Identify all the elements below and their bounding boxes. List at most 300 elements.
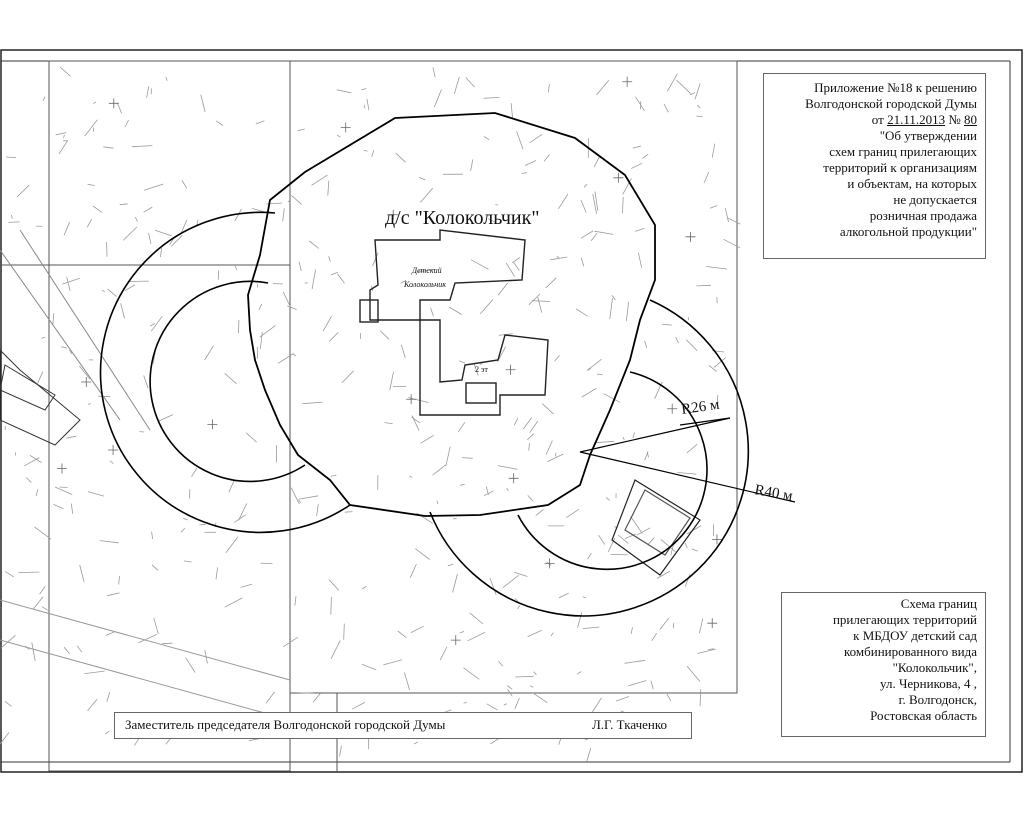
texture-stroke bbox=[225, 373, 237, 383]
texture-stroke bbox=[686, 340, 697, 351]
texture-stroke bbox=[700, 689, 701, 706]
texture-stroke bbox=[5, 701, 12, 706]
texture-stroke bbox=[229, 480, 235, 492]
texture-stroke bbox=[338, 274, 345, 283]
texture-stroke bbox=[651, 681, 653, 690]
texture-stroke bbox=[446, 447, 450, 466]
texture-stroke bbox=[380, 331, 389, 339]
texture-stroke bbox=[587, 748, 591, 761]
texture-stroke bbox=[638, 253, 641, 268]
texture-stroke bbox=[538, 297, 542, 313]
texture-stroke bbox=[518, 606, 520, 609]
approval-line-4: "Об утверждении bbox=[879, 128, 977, 143]
texture-stroke bbox=[401, 345, 405, 358]
approval-line-10: алкогольной продукции" bbox=[839, 224, 977, 239]
texture-stroke bbox=[606, 497, 610, 500]
radius-40-label: R40 м bbox=[753, 482, 794, 505]
radius-26-label: R26 м bbox=[680, 396, 721, 418]
texture-stroke bbox=[53, 313, 54, 325]
approval-number: 80 bbox=[964, 112, 977, 127]
texture-stroke bbox=[453, 518, 457, 519]
texture-stroke bbox=[241, 584, 252, 587]
texture-stroke bbox=[64, 135, 65, 138]
texture-stroke bbox=[93, 206, 102, 212]
texture-stroke bbox=[577, 672, 581, 675]
texture-stroke bbox=[523, 417, 532, 429]
texture-stroke bbox=[108, 289, 117, 297]
texture-stroke bbox=[88, 404, 91, 405]
texture-stroke bbox=[364, 105, 365, 109]
texture-stroke bbox=[93, 102, 96, 104]
texture-stroke bbox=[404, 673, 409, 691]
texture-stroke bbox=[66, 436, 76, 438]
texture-stroke bbox=[532, 692, 547, 702]
texture-stroke bbox=[102, 290, 105, 292]
scheme-line-8: Ростовская область bbox=[870, 708, 977, 723]
texture-stroke bbox=[464, 668, 480, 680]
texture-stroke bbox=[364, 150, 368, 151]
texture-stroke bbox=[635, 97, 644, 111]
texture-stroke bbox=[33, 597, 43, 609]
texture-stroke bbox=[415, 549, 429, 560]
texture-stroke bbox=[628, 681, 646, 686]
texture-stroke bbox=[283, 637, 298, 647]
texture-stroke bbox=[706, 267, 727, 270]
texture-stroke bbox=[530, 134, 542, 143]
texture-stroke bbox=[530, 686, 533, 688]
texture-stroke bbox=[225, 598, 243, 607]
texture-stroke bbox=[583, 597, 586, 598]
texture-stroke bbox=[85, 671, 105, 674]
texture-stroke bbox=[458, 422, 465, 432]
signature-name: Л.Г. Ткаченко bbox=[591, 717, 667, 732]
texture-cross bbox=[545, 558, 555, 568]
texture-stroke bbox=[687, 444, 697, 453]
texture-stroke bbox=[514, 572, 527, 576]
texture-stroke bbox=[125, 120, 129, 127]
texture-stroke bbox=[470, 613, 483, 624]
texture-stroke bbox=[548, 84, 549, 92]
texture-cross bbox=[667, 404, 677, 414]
approval-box bbox=[763, 73, 986, 259]
texture-stroke bbox=[484, 491, 493, 496]
texture-stroke bbox=[645, 341, 647, 348]
texture-stroke bbox=[205, 346, 214, 360]
texture-stroke bbox=[487, 704, 498, 710]
texture-stroke bbox=[189, 489, 190, 498]
texture-stroke bbox=[186, 658, 196, 673]
texture-stroke bbox=[183, 518, 187, 520]
texture-stroke bbox=[468, 632, 485, 641]
texture-stroke bbox=[513, 262, 519, 271]
texture-stroke bbox=[555, 356, 560, 362]
texture-stroke bbox=[80, 565, 84, 582]
texture-stroke bbox=[260, 332, 262, 349]
texture-stroke bbox=[536, 510, 544, 516]
texture-stroke bbox=[302, 402, 322, 404]
texture-stroke bbox=[610, 298, 613, 319]
texture-stroke bbox=[155, 230, 172, 236]
texture-stroke bbox=[42, 607, 48, 611]
left-parcels bbox=[0, 230, 290, 720]
texture-stroke bbox=[64, 222, 70, 235]
texture-stroke bbox=[152, 565, 158, 571]
texture-stroke bbox=[100, 541, 119, 543]
texture-stroke bbox=[594, 231, 613, 234]
texture-stroke bbox=[331, 475, 336, 476]
texture-stroke bbox=[398, 631, 407, 638]
texture-stroke bbox=[132, 146, 153, 147]
texture-stroke bbox=[566, 509, 579, 517]
texture-stroke bbox=[43, 97, 45, 101]
texture-stroke bbox=[515, 698, 520, 709]
texture-stroke bbox=[440, 647, 447, 660]
texture-stroke bbox=[331, 272, 338, 275]
texture-stroke bbox=[88, 699, 98, 711]
texture-stroke bbox=[344, 624, 345, 640]
texture-stroke bbox=[462, 458, 473, 459]
texture-stroke bbox=[625, 660, 646, 663]
texture-stroke bbox=[530, 421, 538, 433]
texture-stroke bbox=[633, 146, 641, 148]
texture-stroke bbox=[544, 154, 550, 161]
texture-stroke bbox=[453, 574, 458, 593]
texture-stroke bbox=[287, 306, 296, 310]
map-sheets bbox=[0, 61, 737, 771]
texture-stroke bbox=[420, 188, 433, 202]
texture-stroke bbox=[216, 567, 218, 579]
texture-stroke bbox=[582, 388, 597, 397]
texture-stroke bbox=[546, 278, 556, 288]
texture-stroke bbox=[266, 692, 275, 703]
texture-stroke bbox=[362, 664, 376, 670]
texture-cross bbox=[613, 173, 623, 183]
texture-stroke bbox=[144, 184, 163, 190]
building-label-2: Колокольчик bbox=[404, 280, 447, 289]
signature-box bbox=[114, 712, 692, 739]
texture-stroke bbox=[166, 77, 167, 81]
texture-stroke bbox=[98, 396, 110, 397]
texture-cross bbox=[108, 445, 118, 455]
texture-stroke bbox=[239, 503, 247, 520]
texture-stroke bbox=[597, 374, 603, 375]
texture-stroke bbox=[421, 435, 434, 443]
texture-stroke bbox=[511, 103, 512, 118]
texture-stroke bbox=[150, 324, 155, 327]
texture-stroke bbox=[557, 256, 559, 258]
texture-stroke bbox=[390, 372, 394, 390]
texture-stroke bbox=[144, 376, 148, 389]
texture-stroke bbox=[558, 194, 568, 209]
texture-stroke bbox=[171, 235, 182, 246]
texture-stroke bbox=[184, 561, 192, 562]
texture-stroke bbox=[329, 332, 338, 341]
texture-stroke bbox=[515, 676, 533, 677]
texture-stroke bbox=[460, 631, 464, 633]
texture-stroke bbox=[5, 571, 14, 577]
texture-stroke bbox=[611, 554, 628, 555]
texture-stroke bbox=[596, 80, 608, 95]
texture-stroke bbox=[309, 241, 318, 248]
texture-cross bbox=[207, 419, 217, 429]
texture-stroke bbox=[80, 366, 91, 379]
texture-stroke bbox=[299, 496, 318, 499]
texture-stroke bbox=[727, 218, 740, 224]
texture-stroke bbox=[466, 77, 475, 87]
texture-cross bbox=[57, 464, 67, 474]
texture-stroke bbox=[459, 361, 465, 363]
scheme-title-box bbox=[781, 592, 986, 737]
texture-stroke bbox=[642, 154, 648, 158]
texture-stroke bbox=[234, 515, 245, 523]
texture-stroke bbox=[312, 175, 328, 186]
texture-stroke bbox=[6, 157, 16, 158]
texture-stroke bbox=[433, 67, 435, 77]
texture-stroke bbox=[158, 415, 173, 422]
texture-stroke bbox=[699, 619, 702, 634]
texture-stroke bbox=[616, 697, 629, 702]
scheme-line-2: прилегающих территорий bbox=[832, 612, 977, 627]
texture-stroke bbox=[529, 443, 530, 450]
texture-stroke bbox=[631, 516, 643, 533]
texture-stroke bbox=[256, 121, 265, 124]
texture-stroke bbox=[555, 453, 556, 457]
texture-stroke bbox=[542, 404, 553, 414]
texture-stroke bbox=[135, 217, 137, 222]
texture-cross bbox=[341, 122, 351, 132]
texture-stroke bbox=[506, 263, 514, 277]
texture-stroke bbox=[652, 633, 657, 641]
texture-stroke bbox=[352, 702, 365, 709]
texture-stroke bbox=[490, 578, 496, 595]
texture-stroke bbox=[464, 702, 467, 703]
texture-stroke bbox=[695, 83, 700, 99]
texture-stroke bbox=[633, 432, 635, 438]
texture-stroke bbox=[433, 465, 446, 475]
texture-stroke bbox=[26, 478, 31, 483]
texture-stroke bbox=[532, 301, 550, 302]
texture-stroke bbox=[85, 120, 98, 136]
approval-line-9: розничная продажа bbox=[869, 208, 977, 223]
texture-stroke bbox=[383, 660, 402, 665]
approval-line-5: схем границ прилегающих bbox=[829, 144, 977, 159]
texture-stroke bbox=[40, 586, 46, 594]
texture-stroke bbox=[107, 692, 110, 702]
scheme-line-6: ул. Черникова, 4 , bbox=[880, 676, 977, 691]
texture-stroke bbox=[551, 633, 553, 636]
scheme-line-7: г. Волгодонск, bbox=[898, 692, 977, 707]
texture-stroke bbox=[666, 693, 671, 701]
texture-stroke bbox=[454, 77, 459, 94]
texture-stroke bbox=[337, 90, 352, 93]
number-prefix: № bbox=[945, 112, 964, 127]
texture-stroke bbox=[431, 308, 434, 316]
texture-stroke bbox=[594, 157, 600, 167]
texture-stroke bbox=[525, 161, 536, 166]
texture-stroke bbox=[246, 433, 257, 442]
texture-stroke bbox=[87, 219, 92, 227]
texture-stroke bbox=[54, 504, 64, 508]
texture-stroke bbox=[60, 67, 71, 76]
lower-right-building bbox=[612, 480, 700, 575]
texture-stroke bbox=[37, 372, 43, 384]
texture-stroke bbox=[599, 535, 605, 544]
texture-stroke bbox=[278, 354, 293, 363]
texture-stroke bbox=[648, 538, 655, 545]
texture-stroke bbox=[594, 441, 614, 443]
texture-stroke bbox=[677, 473, 696, 475]
texture-stroke bbox=[329, 256, 331, 261]
texture-stroke bbox=[676, 337, 679, 343]
texture-cross bbox=[622, 77, 632, 87]
texture-stroke bbox=[201, 95, 205, 112]
texture-stroke bbox=[77, 646, 82, 652]
texture-stroke bbox=[56, 133, 66, 135]
texture-cross bbox=[406, 394, 416, 404]
texture-stroke bbox=[419, 177, 425, 180]
texture-stroke bbox=[712, 144, 715, 158]
texture-stroke bbox=[471, 260, 489, 270]
texture-stroke bbox=[710, 206, 717, 209]
texture-stroke bbox=[588, 553, 592, 559]
texture-stroke bbox=[59, 141, 68, 155]
approval-date: 21.11.2013 bbox=[887, 112, 946, 127]
texture-stroke bbox=[331, 640, 340, 658]
texture-stroke bbox=[631, 627, 632, 634]
texture-stroke bbox=[88, 184, 95, 185]
texture-stroke bbox=[235, 266, 237, 270]
texture-cross bbox=[109, 98, 119, 108]
texture-stroke bbox=[546, 441, 552, 455]
texture-stroke bbox=[313, 694, 320, 703]
texture-stroke bbox=[181, 528, 185, 532]
texture-stroke bbox=[687, 666, 700, 682]
approval-line-8: не допускается bbox=[893, 192, 977, 207]
texture-stroke bbox=[385, 423, 393, 424]
texture-stroke bbox=[583, 627, 600, 629]
texture-stroke bbox=[199, 524, 205, 525]
texture-stroke bbox=[503, 575, 519, 588]
texture-cross bbox=[509, 473, 519, 483]
texture-stroke bbox=[329, 580, 339, 591]
texture-stroke bbox=[410, 564, 416, 578]
texture-stroke bbox=[662, 324, 672, 325]
texture-stroke bbox=[414, 742, 418, 744]
texture-stroke bbox=[160, 248, 161, 257]
texture-stroke bbox=[480, 300, 493, 314]
texture-stroke bbox=[107, 593, 119, 596]
texture-stroke bbox=[507, 686, 512, 690]
texture-stroke bbox=[584, 184, 587, 187]
texture-stroke bbox=[147, 87, 149, 98]
approval-line-6: территорий к организациям bbox=[823, 160, 977, 175]
texture-stroke bbox=[698, 649, 716, 653]
texture-stroke bbox=[216, 121, 223, 126]
texture-stroke bbox=[690, 93, 695, 95]
texture-stroke bbox=[581, 258, 584, 267]
texture-stroke bbox=[299, 262, 301, 271]
texture-stroke bbox=[448, 564, 454, 566]
texture-stroke bbox=[514, 418, 518, 425]
texture-stroke bbox=[362, 586, 366, 589]
texture-stroke bbox=[512, 258, 520, 263]
scheme-line-3: к МБДОУ детский сад bbox=[853, 628, 977, 643]
scheme-line-4: комбинированного вида bbox=[843, 644, 977, 659]
texture-stroke bbox=[105, 731, 109, 734]
texture-stroke bbox=[581, 200, 586, 213]
texture-cross bbox=[686, 232, 696, 242]
texture-stroke bbox=[342, 371, 354, 383]
texture-stroke bbox=[677, 80, 691, 93]
texture-stroke bbox=[372, 150, 374, 156]
texture-stroke bbox=[123, 227, 137, 241]
texture-stroke bbox=[498, 466, 518, 470]
texture-stroke bbox=[154, 618, 159, 634]
texture-stroke bbox=[71, 504, 72, 514]
texture-stroke bbox=[411, 626, 424, 632]
texture-stroke bbox=[437, 501, 438, 505]
texture-stroke bbox=[685, 543, 687, 548]
texture-stroke bbox=[396, 153, 406, 162]
texture-stroke bbox=[471, 159, 473, 171]
texture-stroke bbox=[62, 278, 80, 284]
survey-texture bbox=[0, 67, 740, 761]
texture-stroke bbox=[259, 304, 262, 310]
texture-stroke bbox=[182, 180, 187, 188]
texture-stroke bbox=[412, 416, 419, 431]
scheme-line-5: "Колокольчик", bbox=[892, 660, 977, 675]
texture-stroke bbox=[152, 532, 153, 539]
texture-stroke bbox=[696, 116, 702, 117]
texture-stroke bbox=[291, 488, 299, 504]
texture-stroke bbox=[345, 512, 353, 513]
texture-stroke bbox=[64, 647, 70, 653]
building-label-1: Детский bbox=[412, 266, 442, 275]
texture-stroke bbox=[119, 576, 120, 585]
texture-stroke bbox=[340, 746, 342, 757]
texture-stroke bbox=[626, 302, 628, 321]
texture-stroke bbox=[623, 197, 624, 213]
texture-stroke bbox=[704, 172, 709, 183]
texture-stroke bbox=[449, 307, 462, 315]
texture-stroke bbox=[667, 74, 677, 92]
scheme-line-1: Схема границ bbox=[900, 596, 977, 611]
texture-stroke bbox=[696, 285, 711, 286]
texture-cross bbox=[451, 635, 461, 645]
boundary-r26 bbox=[150, 281, 707, 569]
texture-stroke bbox=[527, 434, 533, 440]
texture-stroke bbox=[121, 303, 125, 318]
texture-stroke bbox=[67, 277, 70, 291]
texture-stroke bbox=[106, 632, 115, 636]
texture-stroke bbox=[623, 178, 632, 194]
texture-stroke bbox=[191, 468, 197, 477]
floor-label: 2 эт bbox=[475, 365, 488, 374]
texture-stroke bbox=[291, 195, 301, 204]
texture-stroke bbox=[110, 461, 114, 464]
date-prefix: от bbox=[871, 112, 888, 127]
texture-stroke bbox=[88, 492, 104, 497]
texture-stroke bbox=[103, 147, 113, 148]
texture-stroke bbox=[587, 359, 602, 370]
texture-stroke bbox=[559, 593, 569, 598]
texture-stroke bbox=[9, 222, 20, 223]
texture-stroke bbox=[162, 643, 172, 644]
texture-stroke bbox=[409, 476, 412, 477]
texture-stroke bbox=[12, 215, 13, 219]
texture-stroke bbox=[604, 394, 620, 403]
kindergarten-label: д/с "Колокольчик" bbox=[385, 207, 540, 229]
